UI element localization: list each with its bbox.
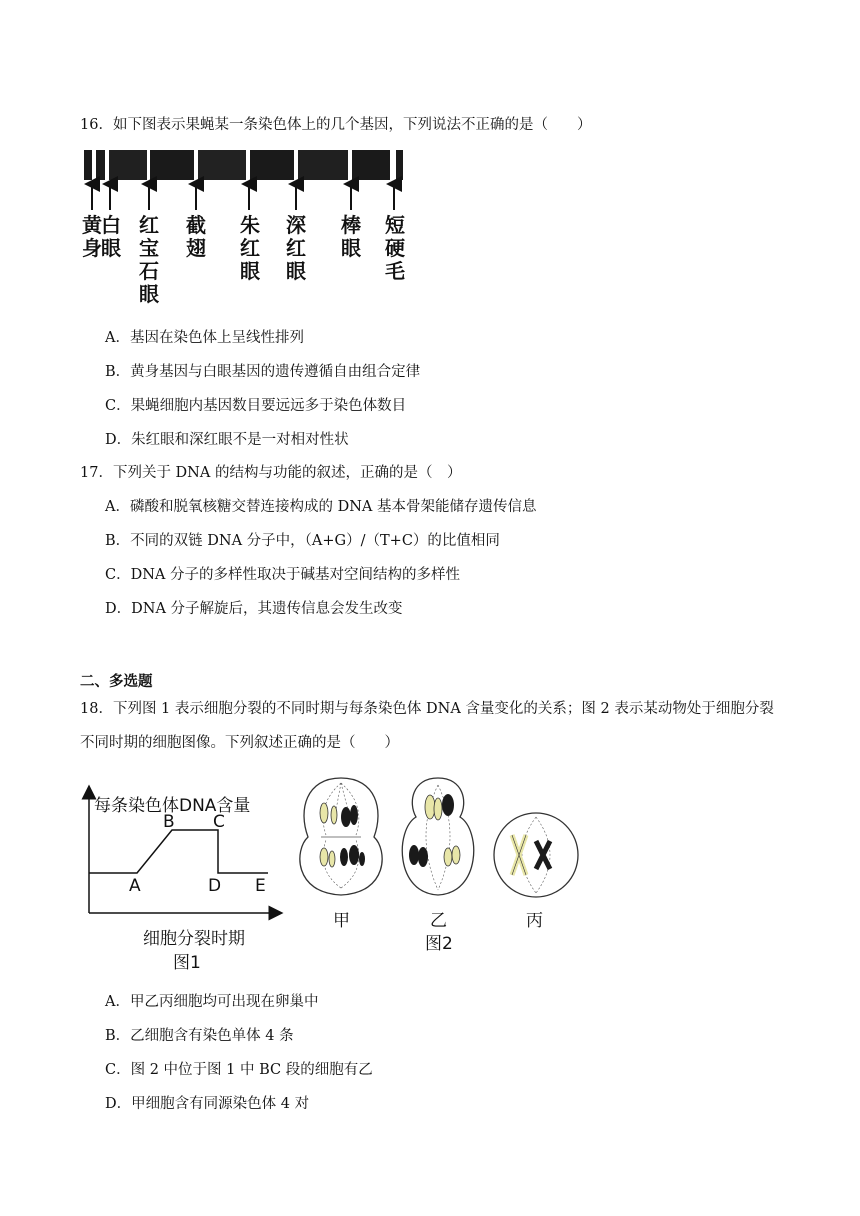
chromosome-diagram xyxy=(80,146,410,196)
q17-option-a[interactable]: A．磷酸和脱氧核糖交替连接构成的 DNA 基本骨架能储存遗传信息 xyxy=(105,499,537,515)
gene-label-white-eye: 白眼 xyxy=(101,213,121,260)
figure1-xlabel: 细胞分裂时期 xyxy=(143,929,245,949)
q16-option-b[interactable]: B．黄身基因与白眼基因的遗传遵循自由组合定律 xyxy=(105,364,421,380)
chromosome-band xyxy=(298,150,348,180)
figure1-ylabel: 每条染色体DNA含量 xyxy=(94,796,251,816)
cell-label-bing: 丙 xyxy=(526,911,543,931)
cell-jia xyxy=(300,778,382,895)
q16-option-d[interactable]: D．朱红眼和深红眼不是一对相对性状 xyxy=(105,432,349,448)
q18-stem-line2: 不同时期的细胞图像。下列叙述正确的是（ ） xyxy=(80,735,399,751)
chromosome-band xyxy=(150,150,194,180)
point-label-b: B xyxy=(163,812,175,832)
q18-option-d[interactable]: D．甲细胞含有同源染色体 4 对 xyxy=(105,1096,310,1112)
q17-stem: 17．下列关于 DNA 的结构与功能的叙述，正确的是（ ） xyxy=(80,465,462,481)
q16-stem: 16．如下图表示果蝇某一条染色体上的几个基因，下列说法不正确的是（ ） xyxy=(80,117,592,133)
dna-content-line xyxy=(89,830,268,873)
q18-stem-line1: 18．下列图 1 表示细胞分裂的不同时期与每条染色体 DNA 含量变化的关系；图 2 表示某动物处于细胞分裂 xyxy=(80,701,774,717)
chromosome-band xyxy=(250,150,294,180)
gene-label-cut-wing: 截翅 xyxy=(186,213,206,260)
q16-option-a[interactable]: A．基因在染色体上呈线性排列 xyxy=(105,330,304,346)
point-label-a: A xyxy=(129,876,141,896)
figure2-caption: 图2 xyxy=(425,934,453,954)
chromosome-band xyxy=(396,150,403,180)
q18-option-c[interactable]: C．图 2 中位于图 1 中 BC 段的细胞有乙 xyxy=(105,1062,373,1078)
chromosome-band xyxy=(84,150,92,180)
cell-bing xyxy=(494,813,578,897)
cell-label-yi: 乙 xyxy=(430,911,447,931)
point-label-e: E xyxy=(255,876,266,896)
q17-option-b[interactable]: B．不同的双链 DNA 分子中，（A+G）/（T+C）的比值相同 xyxy=(105,533,500,549)
cell-yi xyxy=(402,778,473,895)
gene-label-vermilion-eye: 朱红眼 xyxy=(240,213,260,283)
section-heading: 二、多选题 xyxy=(80,674,153,690)
q16-option-c[interactable]: C．果蝇细胞内基因数目要远远多于染色体数目 xyxy=(105,398,407,414)
q18-option-b[interactable]: B．乙细胞含有染色单体 4 条 xyxy=(105,1028,294,1044)
gene-label-garnet-eye: 深红眼 xyxy=(286,213,306,283)
q18-option-a[interactable]: A．甲乙丙细胞均可出现在卵巢中 xyxy=(105,994,319,1010)
gene-label-bar-eye: 棒眼 xyxy=(341,213,361,260)
chromosome-band xyxy=(198,150,246,180)
chromosome-band xyxy=(352,150,390,180)
point-label-c: C xyxy=(213,812,225,832)
gene-label-short-bristle: 短硬毛 xyxy=(385,213,405,283)
cell-label-jia: 甲 xyxy=(333,911,350,931)
chromosome-band xyxy=(96,150,105,180)
q17-option-d[interactable]: D．DNA 分子解旋后，其遗传信息会发生改变 xyxy=(105,601,403,617)
figure2-cells xyxy=(296,775,586,905)
gene-label-ruby-eye: 红宝石眼 xyxy=(139,213,159,306)
point-label-d: D xyxy=(208,876,222,896)
chromosome-band xyxy=(109,150,147,180)
q17-option-c[interactable]: C．DNA 分子的多样性取决于碱基对空间结构的多样性 xyxy=(105,567,460,583)
figure1-caption: 图1 xyxy=(173,953,201,973)
gene-label-yellow-body: 黄身 xyxy=(82,213,102,260)
